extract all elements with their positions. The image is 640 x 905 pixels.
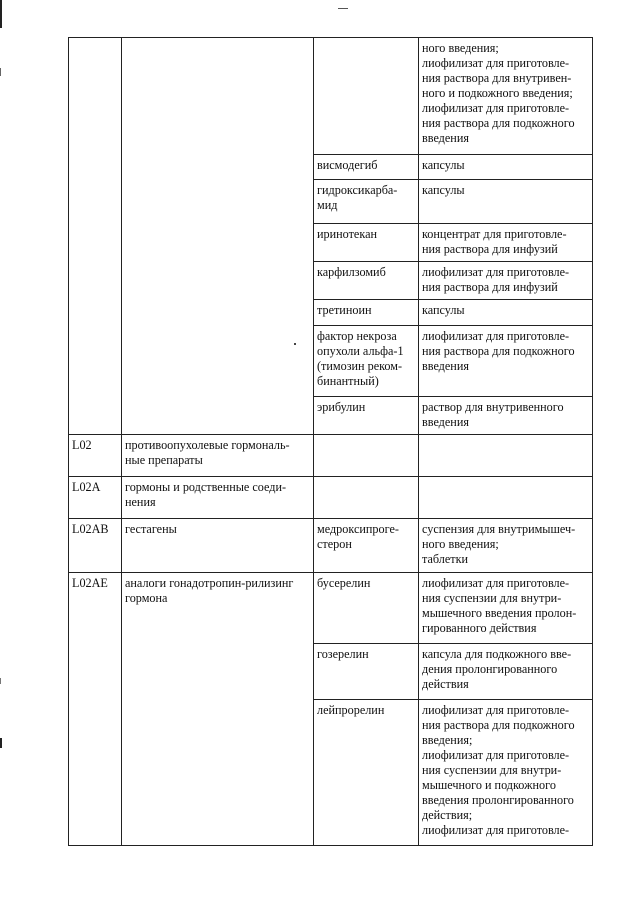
dosage-form-cell: капсулы bbox=[419, 300, 593, 326]
drug-cell bbox=[314, 477, 419, 519]
dosage-form-cell: капсула для подкожного вве- дения пролонгированного действия bbox=[419, 644, 593, 700]
atc-code-cell: L02AE bbox=[69, 573, 122, 846]
table-row bbox=[69, 38, 593, 155]
drug-cell: третиноин bbox=[314, 300, 419, 326]
drug-cell: гидроксикарба- мид bbox=[314, 180, 419, 224]
scan-margin-mark bbox=[0, 0, 2, 28]
group-name-cell bbox=[122, 38, 314, 435]
table-row bbox=[69, 519, 593, 573]
drug-cell: лейпрорелин bbox=[314, 700, 419, 846]
dosage-form-cell: концентрат для приготовле- ния раствора для инфузий bbox=[419, 224, 593, 262]
drug-cell: карфилзомиб bbox=[314, 262, 419, 300]
dosage-form-cell: раствор для внутривенного введения bbox=[419, 397, 593, 435]
scan-margin-mark bbox=[0, 678, 1, 684]
dosage-form-cell: капсулы bbox=[419, 155, 593, 180]
atc-code-cell: L02A bbox=[69, 477, 122, 519]
drug-cell: эрибулин bbox=[314, 397, 419, 435]
drug-cell: висмодегиб bbox=[314, 155, 419, 180]
group-name-cell: противоопухолевые гормональ- ные препараты bbox=[122, 435, 314, 477]
group-name-cell: гестагены bbox=[122, 519, 314, 573]
group-name-cell: гормоны и родственные соеди- нения bbox=[122, 477, 314, 519]
scan-margin-mark bbox=[0, 68, 1, 76]
atc-code-cell: L02AB bbox=[69, 519, 122, 573]
drug-cell: фактор некроза опухоли альфа-1 (тимозин реком- бинантный) bbox=[314, 326, 419, 397]
drug-cell bbox=[314, 435, 419, 477]
dosage-form-cell bbox=[419, 477, 593, 519]
drug-cell: гозерелин bbox=[314, 644, 419, 700]
dosage-form-cell: капсулы bbox=[419, 180, 593, 224]
scan-mark bbox=[338, 8, 348, 9]
drug-cell: бусерелин bbox=[314, 573, 419, 644]
dosage-form-cell: лиофилизат для приготовле- ния раствора для инфузий bbox=[419, 262, 593, 300]
dosage-form-cell bbox=[419, 435, 593, 477]
atc-code-cell bbox=[69, 38, 122, 435]
dosage-form-cell: лиофилизат для приготовле- ния раствора для подкожного введения bbox=[419, 326, 593, 397]
dosage-form-cell: лиофилизат для приготовле- ния раствора для подкожного введения; лиофилизат для приготовле- ния суспензии для внутри- мышечного и подкожного введения пролонгированного действия; лиофилизат для приготовле- bbox=[419, 700, 593, 846]
group-name-cell: аналоги гонадотропин-рилизинг гормона bbox=[122, 573, 314, 846]
table-row bbox=[69, 435, 593, 477]
table-row bbox=[69, 477, 593, 519]
dosage-form-cell: ного введения; лиофилизат для приготовле- ния раствора для внутривен- ного и подкожного введения; лиофилизат для приготовле- ния раствора для подкожного введения bbox=[419, 38, 593, 155]
dosage-form-cell: лиофилизат для приготовле- ния суспензии для внутри- мышечного введения пролон- гированного действия bbox=[419, 573, 593, 644]
table-row bbox=[69, 573, 593, 644]
drug-classification-table bbox=[68, 37, 593, 846]
drug-cell: медроксипроге- стерон bbox=[314, 519, 419, 573]
scan-margin-mark bbox=[0, 738, 2, 748]
drug-cell bbox=[314, 38, 419, 155]
dosage-form-cell: суспензия для внутримышеч- ного введения; таблетки bbox=[419, 519, 593, 573]
atc-code-cell: L02 bbox=[69, 435, 122, 477]
drug-cell: иринотекан bbox=[314, 224, 419, 262]
